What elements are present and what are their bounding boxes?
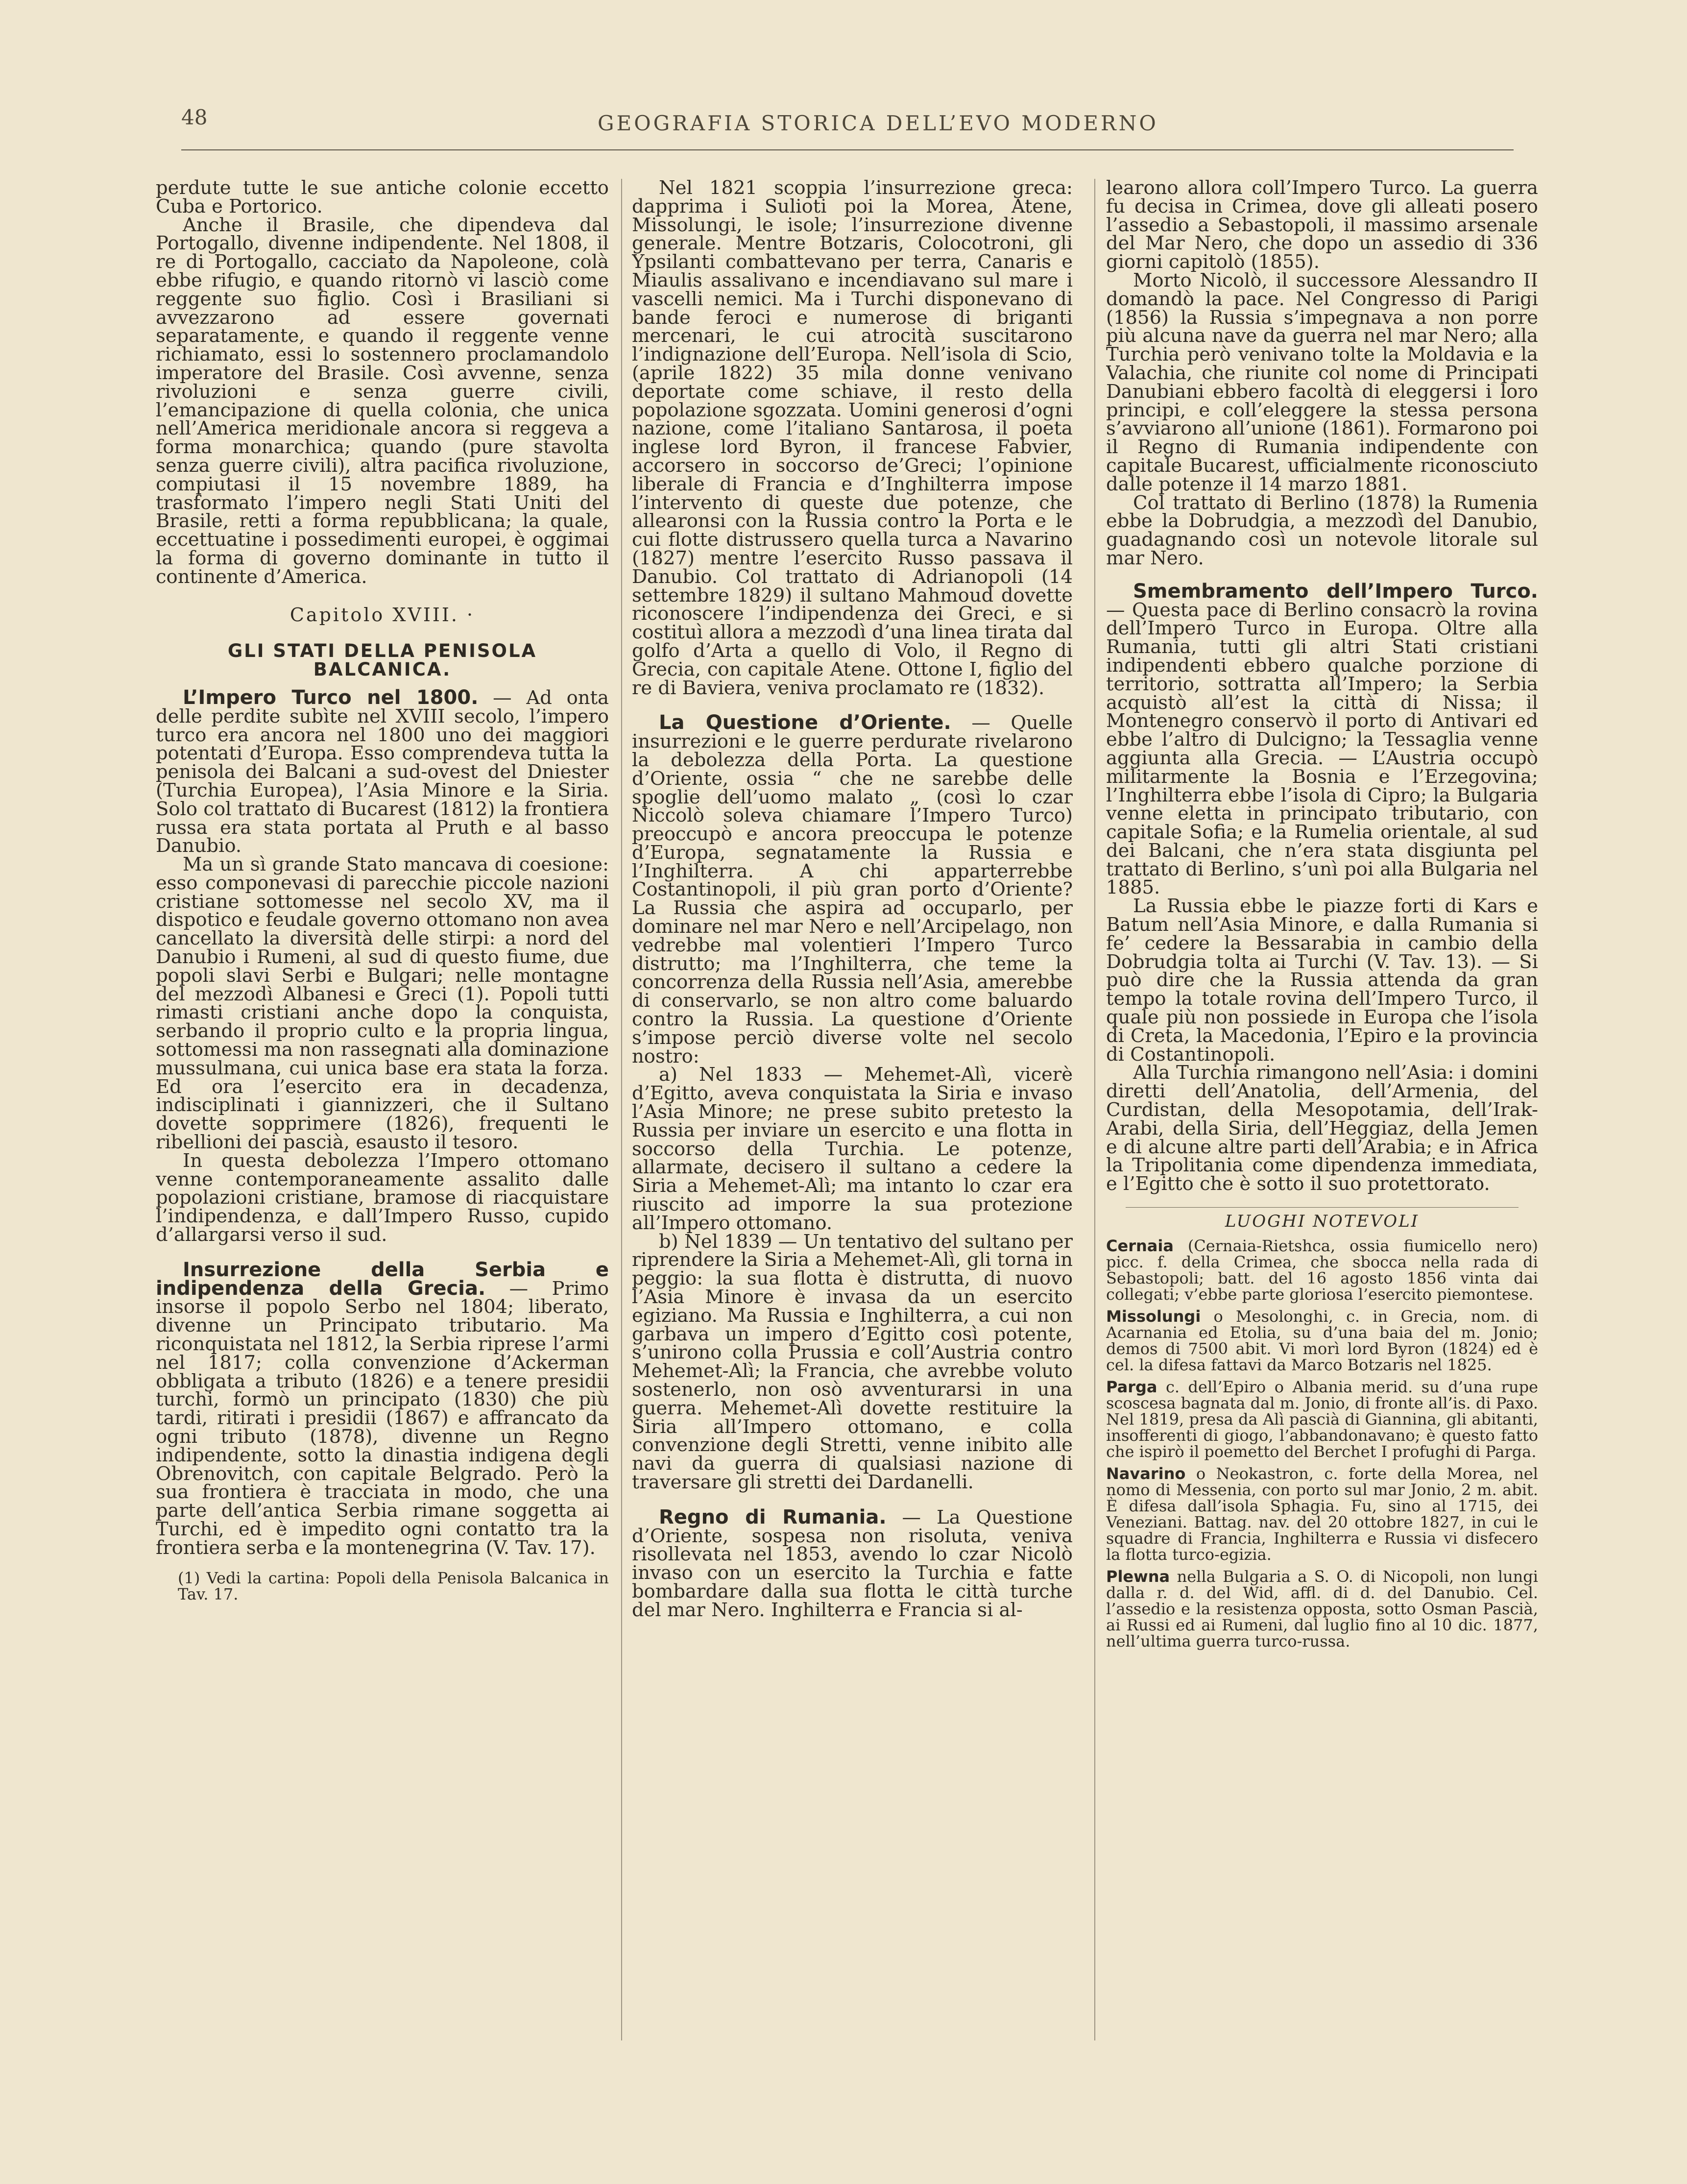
section-heading: L’Impero Turco nel 1800. [183,686,479,709]
chapter-title: GLI STATI DELLA PENISOLA BALCANICA. [227,640,537,680]
paragraph: Morto Nicolò, il successore Alessandro II domandò la pace. Nel Congresso di Parigi (1856) la Russia s’impegnava a non porre più alcuna nave da guerra nel mar Nero; alla Turchia però venivano tolte la Moldavia e la Valachia, che riunite col nome di Principati Danubiani ebbero facoltà di eleggersi i loro principi, e coll’eleggere la stessa persona s’avviarono all’unione (1861). Formarono poi il Regno di Rumania indipendente con capitale Bucarest, ufficialmente riconosciuto dalle potenze il 14 marzo 1881. [1106,269,1538,495]
luogo-name: Navarino [1106,1464,1186,1483]
page-header [181,105,1514,152]
luogo-text: (Cernaia-Rietshca, ossia fiumicello nero) picc. f. della Crimea, che sbocca nella rada di Sebastopoli; batt. del 16 agosto 1856 vinta dai collegati; v’ebbe parte gloriosa l’esercito piemontese. [1106,1236,1538,1304]
luoghi-rule [1126,1207,1518,1208]
column-1 [156,179,609,2060]
luoghi-title: LUOGHI NOTEVOLI [1225,1212,1420,1232]
paragraph: La Russia ebbe le piazze forti di Kars e Batum nell’Asia Minore, e dalla Rumania si fe’ cedere la Bessarabia in cambio della Dobrudgia tolta ai Turchi (V. Tav. 13). — Si può dire che la Russia attenda da gran tempo la totale rovina dell’Impero Turco, il quale più non possiede in Europa che l’isola di Creta, la Macedonia, l’Epiro e la provincia di Costantinopoli. [1106,895,1538,1066]
paragraph: perdute tutte le sue antiche colonie eccetto Cuba e Portorico. [156,179,609,218]
column-divider [621,179,622,2040]
section-text: — La Questione d’Oriente, sospesa non risoluta, veniva risollevata nel 1853, avendo lo czar Nicolò invaso con un esercito la Turchia e fatte bombardare dalla sua flotta le città turche del mar Nero. Inghilterra e Francia si al- [632,1506,1073,1621]
chapter-label: Capitolo XVIII. · [289,604,475,626]
paragraph: b) Nel 1839 — Un tentativo del sultano per riprendere la Siria a Mehemet-Alì, gli torna in peggio: la sua flotta è distrutta, di nuovo l’Asia Minore è invasa da un esercito egiziano. Ma Russia e Inghilterra, a cui non garbava un impero d’Egitto così potente, s’unirono colla Prussia e coll’Austria contro Mehemet-Alì; la Francia, che avrebbe voluto sostenerlo, non osò avventurarsi in una guerra. Mehemet-Alì dovette restituire la Siria all’Impero ottomano, e colla convenzione degli Stretti, venne inibito alle navi da guerra di qualsiasi nazione di traversare gli stretti dei Dardanelli. [632,1230,1073,1493]
luogo-text: nella Bulgaria a S. O. di Nicopoli, non lungi dalla r. d. del Wid, affl. di d. del Danubio. Cel. l’assedio e la resistenza opposta, sotto Osman Pascià, ai Russi ed ai Rumeni, dal luglio fino al 10 dic. 1877, nell’ultima guerra turco-russa. [1106,1567,1538,1650]
luogo-entry [1106,1379,1538,1460]
section [156,1258,609,1559]
section [156,686,609,857]
section-heading: Smembramento dell’Impero Turco. [1133,580,1538,603]
luogo-text: o Neokastron, c. forte della Morea, nel nomo di Messenia, con porto sul mar Jonio, 2 m. abit. È difesa dall’isola Sphagia. Fu, sino al 1715, dei Veneziani. Battag. nav. del 20 ottobre 1827, in cui le squadre di Francia, Inghilterra e Russia vi disfecero la flotta turco-egizia. [1106,1464,1538,1564]
luogo-text: o Mesolonghi, c. in Grecia, nom. di Acarnania ed Etolia, su d’una baia del m. Jonio; demos di 7500 abit. Vi morì lord Byron (1824) ed è cel. la difesa fattavi da Marco Botzaris nel 1825. [1106,1307,1538,1374]
paragraph: learono allora coll’Impero Turco. La guerra fu decisa in Crimea, dove gli alleati posero l’assedio a Sebastopoli, il massimo arsenale del Mar Nero, che dopo un assedio di 336 giorni capitolò (1855). [1106,179,1538,273]
section [632,1505,1073,1621]
column-2 [632,179,1073,2060]
luogo-name: Cernaia [1106,1236,1174,1255]
running-title: GEOGRAFIA STORICA DELL’EVO MODERNO [598,111,1158,135]
section [632,711,1073,1068]
luogo-entry [1106,1309,1538,1373]
paragraph: Col trattato di Berlino (1878) la Rumenia ebbe la Dobrudgia, a mezzodì del Danubio, guadagnando così un notevole litorale sul mar Nero. [1106,491,1538,569]
paragraph: Alla Turchia rimangono nell’Asia: i domini diretti dell’Anatolia, dell’Armenia, del Curdistan, della Mesopotamia, dell’Irak-Arabi, della Siria, dell’Heggiaz, della Jemen e di alcune altre parti dell’Arabia; e in Africa la Tripolitania come dipendenza immediata, e l’Egitto che è sotto il suo protettorato. [1106,1062,1538,1195]
paragraph: Nel 1821 scoppia l’insurrezione greca: dapprima i Sulioti poi la Morea, Atene, Missolungi, le isole; l’insurrezione divenne generale. Mentre Botzaris, Colocotroni, gli Ypsilanti combattevano per terra, Canaris e Miaulis assalivano e incendiavano sul mare i vascelli nemici. Ma i Turchi disponevano di bande feroci e numerose di briganti mercenari, le cui atrocità suscitarono l’indignazione dell’Europa. Nell’isola di Scio, (aprile 1822) 35 mila donne venivano deportate come schiave, il resto della popolazione sgozzata. Uomini generosi d’ogni nazione, come l’italiano Santarosa, il poeta inglese lord Byron, il francese Fabvier, accorsero in soccorso de’Greci; l’opinione liberale di Francia e d’Inghilterra impose l’intervento di queste due potenze, che allearonsi con la Russia contro la Porta e le cui flotte distrussero quella turca a Navarino (1827) mentre l’esercito Russo passava il Danubio. Col trattato di Adrianopoli (14 settembre 1829) il sultano Mahmoud dovette riconoscere l’indipendenza dei Greci, e si costituì allora a mezzodì d’una linea tirata dal golfo d’Arta a quello di Volo, il Regno di Grecia, con capitale Atene. Ottone I, figlio del re di Baviera, veniva proclamato re (1832). [632,179,1073,699]
section [1106,582,1538,898]
luogo-entry [1106,1466,1538,1563]
column-divider [1094,179,1095,2040]
section-heading: Regno di Rumania. [659,1505,887,1529]
section-heading: Insurrezione della Serbia e indipendenza della Grecia. [156,1258,609,1300]
luogo-entry [1106,1569,1538,1650]
section-text: — Primo insorse il popolo Serbo nel 1804; liberato, divenne un Principato tributario. Ma riconquistata nel 1812, la Serbia riprese l’armi nel 1817; colla convenzione d’Ackerman obbligata a tributo (1826) e a tenere presidii turchi, formò un principato (1830) che più tardi, ritirati i presidii (1867) e affrancato da ogni tributo (1878), divenne un Regno indipendente, sotto la dinastia indigena degli Obrenovitch, con capitale Belgrado. Però la sua frontiera è tracciata in modo, che una parte dell’antica Serbia rimane soggetta ai Turchi, ed è impedito ogni contatto tra la frontiera serba e la montenegrina (V. Tav. 17). [156,1277,609,1559]
luogo-name: Missolungi [1106,1307,1201,1326]
luogo-name: Parga [1106,1377,1157,1396]
footnote: (1) Vedi la cartina: Popoli della Penisola Balcanica in Tav. 17. [178,1568,609,1603]
column-3 [1106,179,1538,2060]
luogo-name: Plewna [1106,1567,1170,1586]
section-text: — Quelle insurrezioni e le guerre perdurate rivelarono la debolezza della Porta. La questione d’Oriente, ossia “ che ne sarebbe delle spoglie dell’uomo malato „ (così lo czar Niccolò soleva chiamare l’Impero Turco) preoccupò e ancora preoccupa le potenze d’Europa, segnatamente la Russia e l’Inghilterra. A chi apparterrebbe Costantinopoli, il più gran porto d’Oriente? La Russia che aspira ad occuparlo, per dominare nel mar Nero e nell’Arcipelago, non vedrebbe mal volentieri l’Impero Turco distrutto; ma l’Inghilterra, che teme la concorrenza della Russia nell’Asia, amerebbe di conservarlo, se non altro come baluardo contro la Russia. La questione d’Oriente s’impose perciò diverse volte nel secolo nostro: [632,712,1073,1068]
section-text: — Ad onta delle perdite subìte nel XVIII secolo, l’impero turco era ancora nel 1800 uno dei maggiori potentati d’Europa. Esso comprendeva tutta la penisola dei Balcani a sud-ovest del Dniester (Turchia Europea), l’Asia Minore e la Siria. Solo col trattato di Bucarest (1812) la frontiera russa era stata portata al Pruth e al basso Danubio. [156,686,609,857]
paragraph: In questa debolezza l’Impero ottomano venne contemporaneamente assalito dalle popolazioni cristiane, bramose di riacquistare l’indipendenza, e dall’Impero Russo, cupido d’allargarsi verso il sud. [156,1149,609,1246]
page-number: 48 [181,105,208,129]
luogo-entry [1106,1238,1538,1303]
section-heading: La Questione d’Oriente. [659,711,951,734]
header-rule [181,149,1514,150]
section-text: — Questa pace di Berlino consacrò la rovina dell’Impero Turco in Europa. Oltre alla Rumania, tutti gli altri Stati cristiani indipendenti ebbero qualche porzione di territorio, sottratta all’Impero; la Serbia acquistò all’est la città di Nissa; il Montenegro conservò il porto di Antivari ed ebbe l’altro di Dulcigno; la Tessaglia venne aggiunta alla Grecia. — L’Austria occupò militarmente la Bosnia e l’Erzegovina; l’Inghilterra ebbe l’isola di Cipro; la Bulgaria venne eletta in principato tributario, con capitale Sofia; e la Rumelia orientale, al sud dei Balcani, che n’era stata disgiunta pel trattato di Berlino, s’unì poi alla Bulgaria nel 1885. [1106,599,1538,899]
paragraph: Ma un sì grande Stato mancava di coesione: esso componevasi di parecchie piccole nazioni cristiane sottomesse nel secolo XV, ma il dispotico e feudale governo ottomano non avea cancellato la diversità delle stirpi: a nord del Danubio i Rumeni, al sud di questo fiume, due popoli slavi Serbi e Bulgari; nelle montagne del mezzodì Albanesi e Greci (1). Popoli tutti rimasti cristiani anche dopo la conquista, serbando il proprio culto e la propria lingua, sottomessi ma non rassegnati alla dominazione mussulmana, cui unica base era stata la forza. Ed ora l’esercito era in decadenza, indisciplinati i giannizzeri, che il Sultano dovette sopprimere (1826), frequenti le ribellioni dei pascià, esausto il tesoro. [156,853,609,1154]
paragraph: a) Nel 1833 — Mehemet-Alì, vicerè d’Egitto, aveva conquistata la Siria e invaso l’Asia Minore; ne prese subito pretesto la Russia per inviare un esercito e una flotta in soccorso della Turchia. Le potenze, allarmate, decisero il sultano a cedere la Siria a Mehemet-Alì; ma intanto lo czar era riuscito ad imporre la sua protezione all’Impero ottomano. [632,1064,1073,1234]
luogo-text: c. dell’Epiro o Albania merid. su d’una rupe scoscesa bagnata dal m. Jonio, di fronte all’is. di Paxo. Nel 1819, presa da Alì pascià di Giannina, gli abitanti, insofferenti di giogo, l’abbandonavano; è questo fatto che ispirò il poemetto del Berchet I profughi di Parga. [1106,1377,1538,1461]
paragraph: Anche il Brasile, che dipendeva dal Portogallo, divenne indipendente. Nel 1808, il re di Portogallo, cacciato da Napoleone, colà ebbe rifugio, e quando ritornò vi lasciò come reggente suo figlio. Così i Brasiliani si avvezzarono ad essere governati separatamente, e quando il reggente venne richiamato, essi lo sostennero proclamandolo imperatore del Brasile. Così avvenne, senza rivoluzioni e senza guerre civili, l’emancipazione di quella colonia, che unica nell’America meridionale ancora si reggeva a forma monarchica; quando (pure stavolta senza guerre civili), altra pacifica rivoluzione, compiutasi il 15 novembre 1889, ha trasformato l’impero negli Stati Uniti del Brasile, retti a forma repubblicana; la quale, eccettuatine i possedimenti europei, è oggimai la forma di governo dominante in tutto il continente d’America. [156,214,609,588]
